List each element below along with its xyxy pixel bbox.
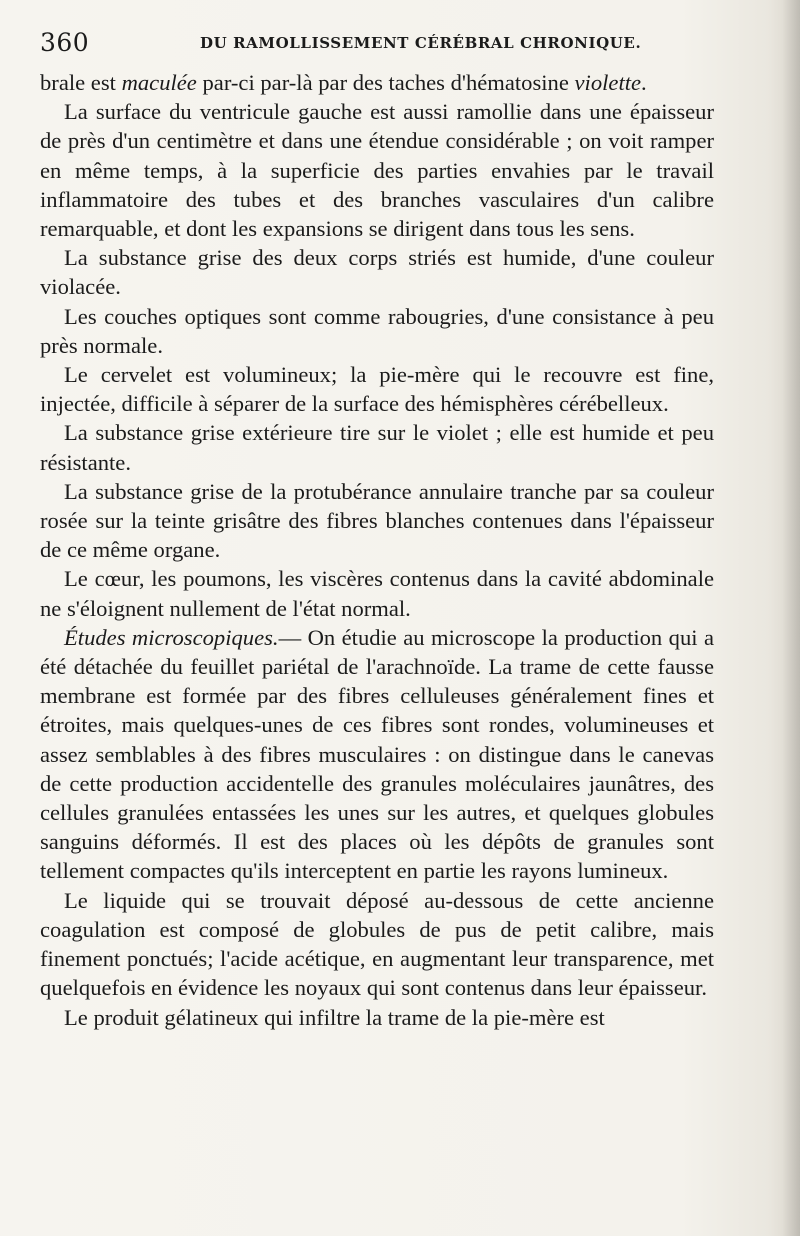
body-text — [40, 68, 714, 1032]
paragraph-gelatinous-product: Le produit gélatineux qui infiltre la trame de la pie-mère est — [64, 1004, 605, 1030]
page-header — [40, 28, 730, 60]
paragraph-corps-stries: La substance grise des deux corps striés est humide, d'une couleur violacée. — [40, 245, 714, 300]
paragraph-couches-optiques: Les couches optiques sont comme rabougries, d'une consistance à peu près normale. — [40, 303, 714, 358]
paragraph-substance-grise: La substance grise extérieure tire sur le violet ; elle est humide et peu résistante. — [40, 420, 714, 475]
paragraph-continuation: brale est maculée par-ci par-là par des taches d'hématosine violette. — [40, 70, 647, 95]
paragraph-microscopic-studies: Études microscopiques.— On étudie au microscope la production qui a été détachée du feuillet pariétal de l'arachnoïde. La trame de cette fausse membrane est formée par des fibres celluleuses généralement fines et étroites, mais quelques-unes de ces fibres sont rondes, volumineuses et assez semblables à des fibres musculaires : on distingue dans le canevas de cette production accidentelle des granules moléculaires jaunâtres, des cellules granulées entassées les unes sur les autres, et quelques globules sanguins déformés. Il est des places où les dépôts de granules sont tellement compactes qu'ils interceptent en partie les rayons lumineux. — [40, 624, 714, 884]
paragraph-ventricle: La surface du ventricule gauche est aussi ramollie dans une épaisseur de près d'un centimètre et dans une étendue considérable ; on voit ramper en même temps, à la superficie des parties envahies par le travail inflammatoire des tubes et des branches vasculaires d'un calibre remarquable, et dont les expansions se dirigent dans tous les sens. — [40, 99, 714, 242]
page-edge-shadow — [782, 0, 800, 1236]
paragraph-cervelet: Le cervelet est volumineux; la pie-mère qui le recouvre est fine, injectée, difficile à séparer de la surface des hémisphères cérébelleux. — [40, 362, 714, 417]
page-number: 360 — [40, 28, 90, 57]
paragraph-protuberance: La substance grise de la protubérance annulaire tranche par sa couleur rosée sur la teinte grisâtre des fibres blanches contenues dans l'épaisseur de ce même organe. — [40, 478, 714, 563]
running-title: DU RAMOLLISSEMENT CÉRÉBRAL CHRONIQUE. — [200, 34, 642, 52]
paragraph-liquid: Le liquide qui se trouvait déposé au-dessous de cette ancienne coagulation est composé de globules de pus de petit calibre, mais finement ponctués; l'acide acétique, en augmentant leur transparence, met quelquefois en évidence les noyaux qui sont contenus dans leur épaisseur. — [40, 887, 714, 1001]
paragraph-viscera: Le cœur, les poumons, les viscères contenus dans la cavité abdominale ne s'éloignent nullement de l'état normal. — [40, 566, 714, 621]
